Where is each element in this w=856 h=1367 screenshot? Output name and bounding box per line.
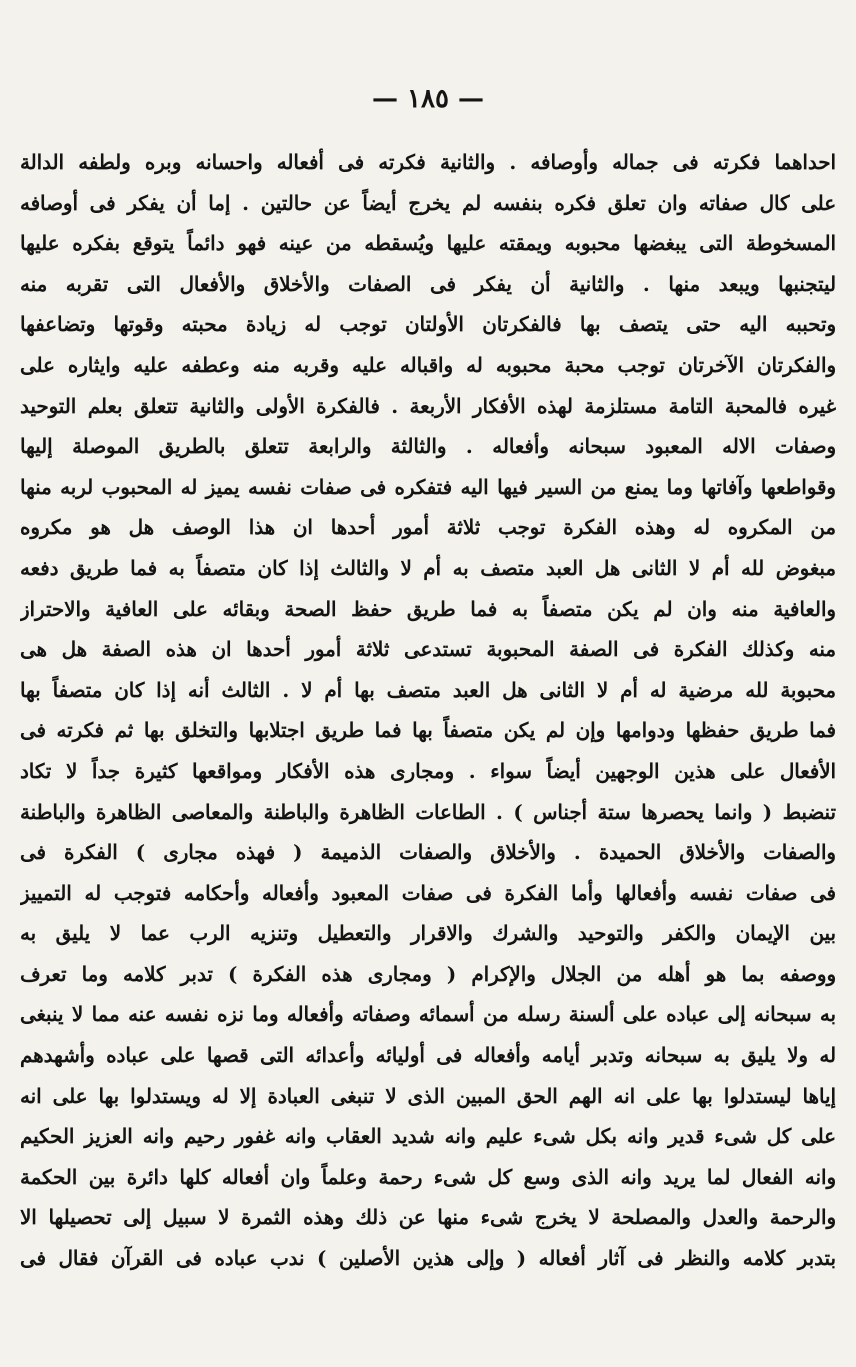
text-line: وانه الفعال لما يريد وانه الذى وسع كل شىء رحمة وعلماً وان أفعاله كلها دائرة بين الحكمة <box>20 1164 836 1189</box>
text-line: على كال صفاته وان تعلق فكره بنفسه لم يخرج أيضاً عن حالتين . إما أن يفكر فى أوصافه <box>20 190 836 215</box>
text-line: محبوبة لله مرضية له أم لا الثانى هل العبد متصف بها أم لا . الثالث أنه إذا كان متصفاً بها <box>20 677 836 702</box>
text-line: مبغوض لله أم لا الثانى هل العبد متصف به أم لا والثالث إذا كان متصفاً به فما طريق دفعه <box>20 555 836 580</box>
text-line: إياها ليستدلوا بها على انه الهم الحق المبين الذى لا تنبغى العبادة إلا له ويستدلوا بها على انه <box>20 1083 836 1108</box>
text-line: على كل شىء قدير وانه بكل شىء عليم وانه شديد العقاب وانه غفور رحيم وانه العزيز الحكيم <box>20 1124 836 1149</box>
page-number: — ١٨٥ — <box>371 84 485 114</box>
text-line: ووصفه بما هو أهله من الجلال والإكرام ( ومجارى هذه الفكرة ) تدبر كلامه وما تعرف <box>20 961 836 986</box>
text-line: وصفات الاله المعبود سبحانه وأفعاله . والثالثة والرابعة تتعلق بالطريق الموصلة إليها <box>20 434 836 459</box>
text-line: ليتجنبها ويبعد منها . والثانية أن يفكر فى الصفات والأخلاق والأفعال التى تقربه منه <box>20 271 836 296</box>
page-body-text <box>20 142 836 1279</box>
text-line: والفكرتان الآخرتان توجب محبة محبوبه له واقباله عليه وقربه منه وعطفه عليه وايثاره على <box>20 352 836 377</box>
text-line: المسخوطة التى يبغضها محبوبه ويمقته عليها ويُسقطه من عينه فهو دائماً يتوقع بفكره عليها <box>20 231 836 256</box>
text-line: والصفات والأخلاق الحميدة . والأخلاق والصفات الذميمة ( فهذه مجارى ) الفكرة فى <box>20 840 836 865</box>
text-line: بتدبر كلامه والنظر فى آثار أفعاله ( وإلى هذين الأصلين ) ندب عباده فى القرآن فقال فى <box>20 1246 836 1271</box>
text-line: فى صفات نفسه وأفعالها وأما الفكرة فى صفات المعبود وأفعاله وأحكامه فتوجب له التمييز <box>20 880 836 905</box>
text-line: بين الإيمان والكفر والتوحيد والشرك والاقرار والتعطيل وتنزيه الرب عما لا يليق به <box>20 921 836 946</box>
text-line: له ولا يليق به سبحانه وتدبر أيامه وأفعاله فى أوليائه وأعدائه التى قصها على عباده وأشهدهم <box>20 1043 836 1068</box>
text-line: به سبحانه إلى عباده على ألسنة رسله من أسمائه وصفاته وأفعاله وما نزه نفسه عنه مما لا ينبغى <box>20 1002 836 1027</box>
text-line: منه وكذلك الفكرة فى الصفة المحبوبة تستدعى ثلاثة أمور أحدها ان هذه الصفة هل هى <box>20 637 836 662</box>
text-line: والرحمة والعدل والمصلحة لا يخرج شىء منها عن ذلك وهذه الثمرة لا سبيل إلى تحصيلها الا <box>20 1205 836 1230</box>
text-line: من المكروه له وهذه الفكرة توجب ثلاثة أمور أحدها ان هذا الوصف هل هو مكروه <box>20 515 836 540</box>
text-line: والعافية منه وان لم يكن متصفاً به فما طريق حفظ الصحة وبقائه على العافية والاحتراز <box>20 596 836 621</box>
text-line: الأفعال على هذين الوجهين أيضاً سواء . ومجارى هذه الأفكار ومواقعها كثيرة جداً لا تكاد <box>20 758 836 783</box>
text-line: فما طريق حفظها ودوامها وإن لم يكن متصفاً بها فما طريق اجتلابها والتخلق بها ثم فكرته فى <box>20 718 836 743</box>
text-line: وقواطعها وآفاتها وما يمنع من السير فيها اليه فتفكره فى صفات نفسه يميز له المحبوب لربه منها <box>20 474 836 499</box>
text-line: تنضبط ( وانما يحصرها ستة أجناس ) . الطاعات الظاهرة والباطنة والمعاصى الظاهرة والباطنة <box>20 799 836 824</box>
text-line: احداهما فكرته فى جماله وأوصافه . والثانية فكرته فى أفعاله واحسانه وبره ولطفه الدالة <box>20 150 836 174</box>
text-line: غيره فالمحبة التامة مستلزمة لهذه الأفكار الأربعة . فالفكرة الأولى والثانية تتعلق بعلم التوحيد <box>20 393 836 418</box>
text-line: وتحببه اليه حتى يتصف بها فالفكرتان الأولتان توجب له زيادة محبته وقوتها وتضاعفها <box>20 312 836 337</box>
